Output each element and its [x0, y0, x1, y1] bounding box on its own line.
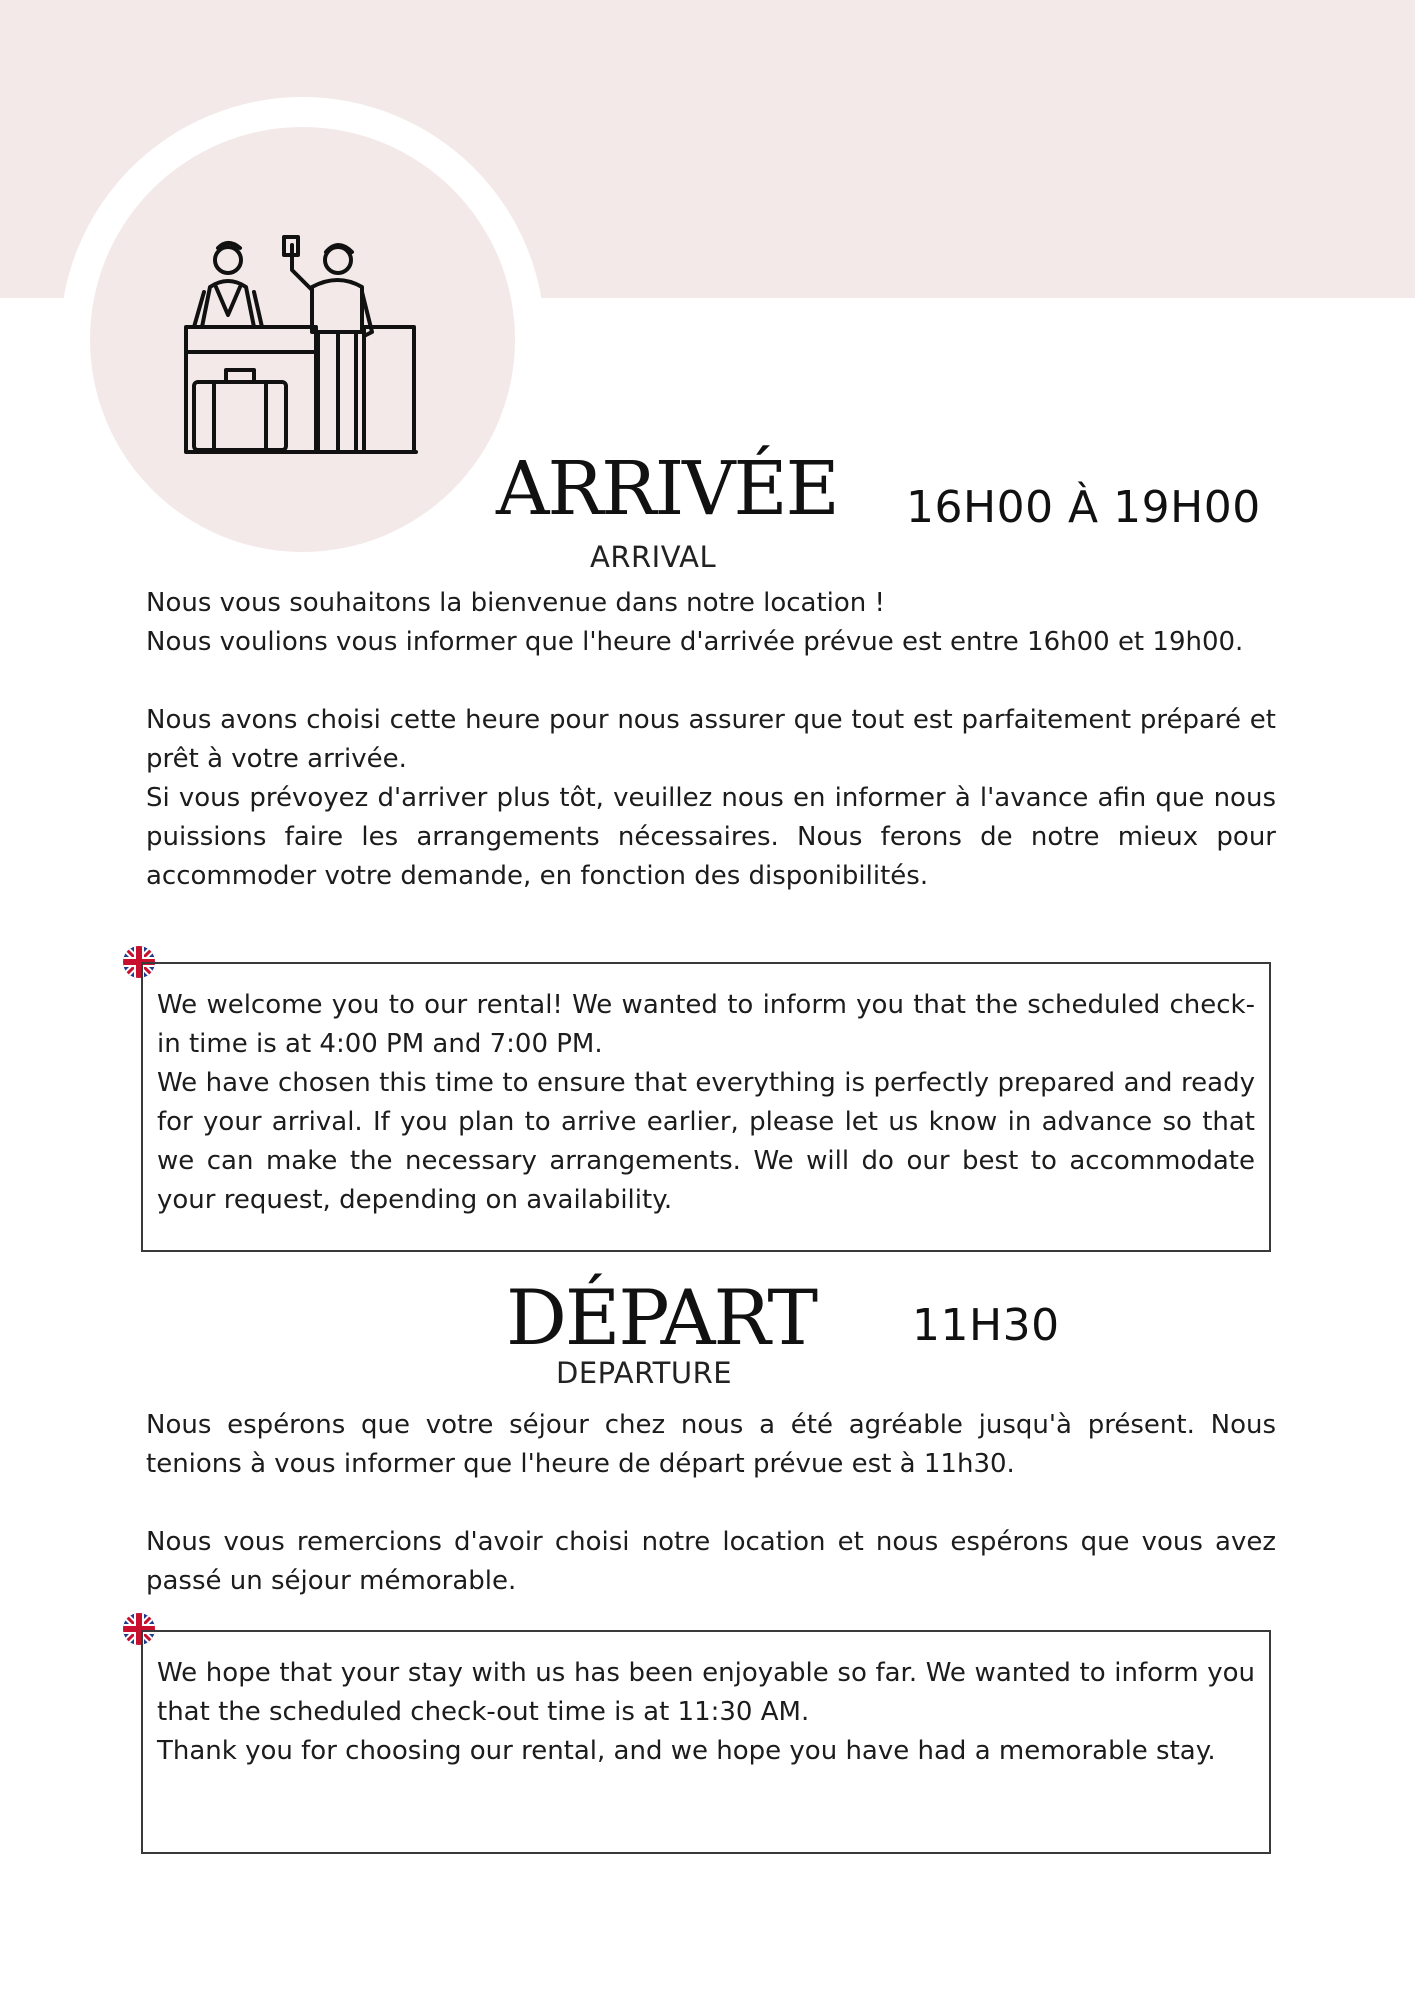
arrival-time: 16H00 À 19H00: [906, 482, 1261, 533]
departure-title: DÉPART: [506, 1273, 817, 1362]
departure-time: 11H30: [912, 1300, 1060, 1351]
reception-checkin-illustration: [180, 232, 420, 462]
departure-french-text: [146, 1406, 1276, 1601]
departure-subtitle: DEPARTURE: [556, 1356, 733, 1390]
paragraph: Si vous prévoyez d'arriver plus tôt, veuillez nous en informer à l'avance afin que nous puissions faire les arrangements nécessaires. Nous ferons de notre mieux pour accommoder votre demande, en fonction des disponibilités.: [146, 783, 1276, 891]
arrival-subtitle: ARRIVAL: [590, 540, 717, 574]
paragraph: Nous avons choisi cette heure pour nous assurer que tout est parfaitement préparé et prêt à votre arrivée.: [146, 705, 1276, 774]
arrival-french-text: [146, 584, 1276, 896]
paragraph: We welcome you to our rental! We wanted to inform you that the scheduled check-in time is at 4:00 PM and 7:00 PM.: [157, 990, 1255, 1059]
paragraph: Nous vous souhaitons la bienvenue dans notre location !: [146, 588, 885, 618]
paragraph: Thank you for choosing our rental, and we hope you have had a memorable stay.: [157, 1736, 1216, 1766]
arrival-title: ARRIVÉE: [496, 446, 838, 532]
arrival-english-box: [141, 962, 1271, 1252]
paragraph: We hope that your stay with us has been enjoyable so far. We wanted to inform you that the scheduled check-out time is at 11:30 AM.: [157, 1658, 1255, 1727]
paragraph: Nous vous remercions d'avoir choisi notre location et nous espérons que vous avez passé un séjour mémorable.: [146, 1527, 1276, 1596]
paragraph: We have chosen this time to ensure that everything is perfectly prepared and ready for your arrival. If you plan to arrive earlier, please let us know in advance so that we can make the necessary arrangements. We will do our best to accommodate your request, depending on availability.: [157, 1068, 1255, 1215]
paragraph: Nous voulions vous informer que l'heure d'arrivée prévue est entre 16h00 et 19h00.: [146, 627, 1244, 657]
paragraph: Nous espérons que votre séjour chez nous a été agréable jusqu'à présent. Nous tenions à vous informer que l'heure de départ prévue est à 11h30.: [146, 1410, 1276, 1479]
departure-english-box: [141, 1630, 1271, 1854]
